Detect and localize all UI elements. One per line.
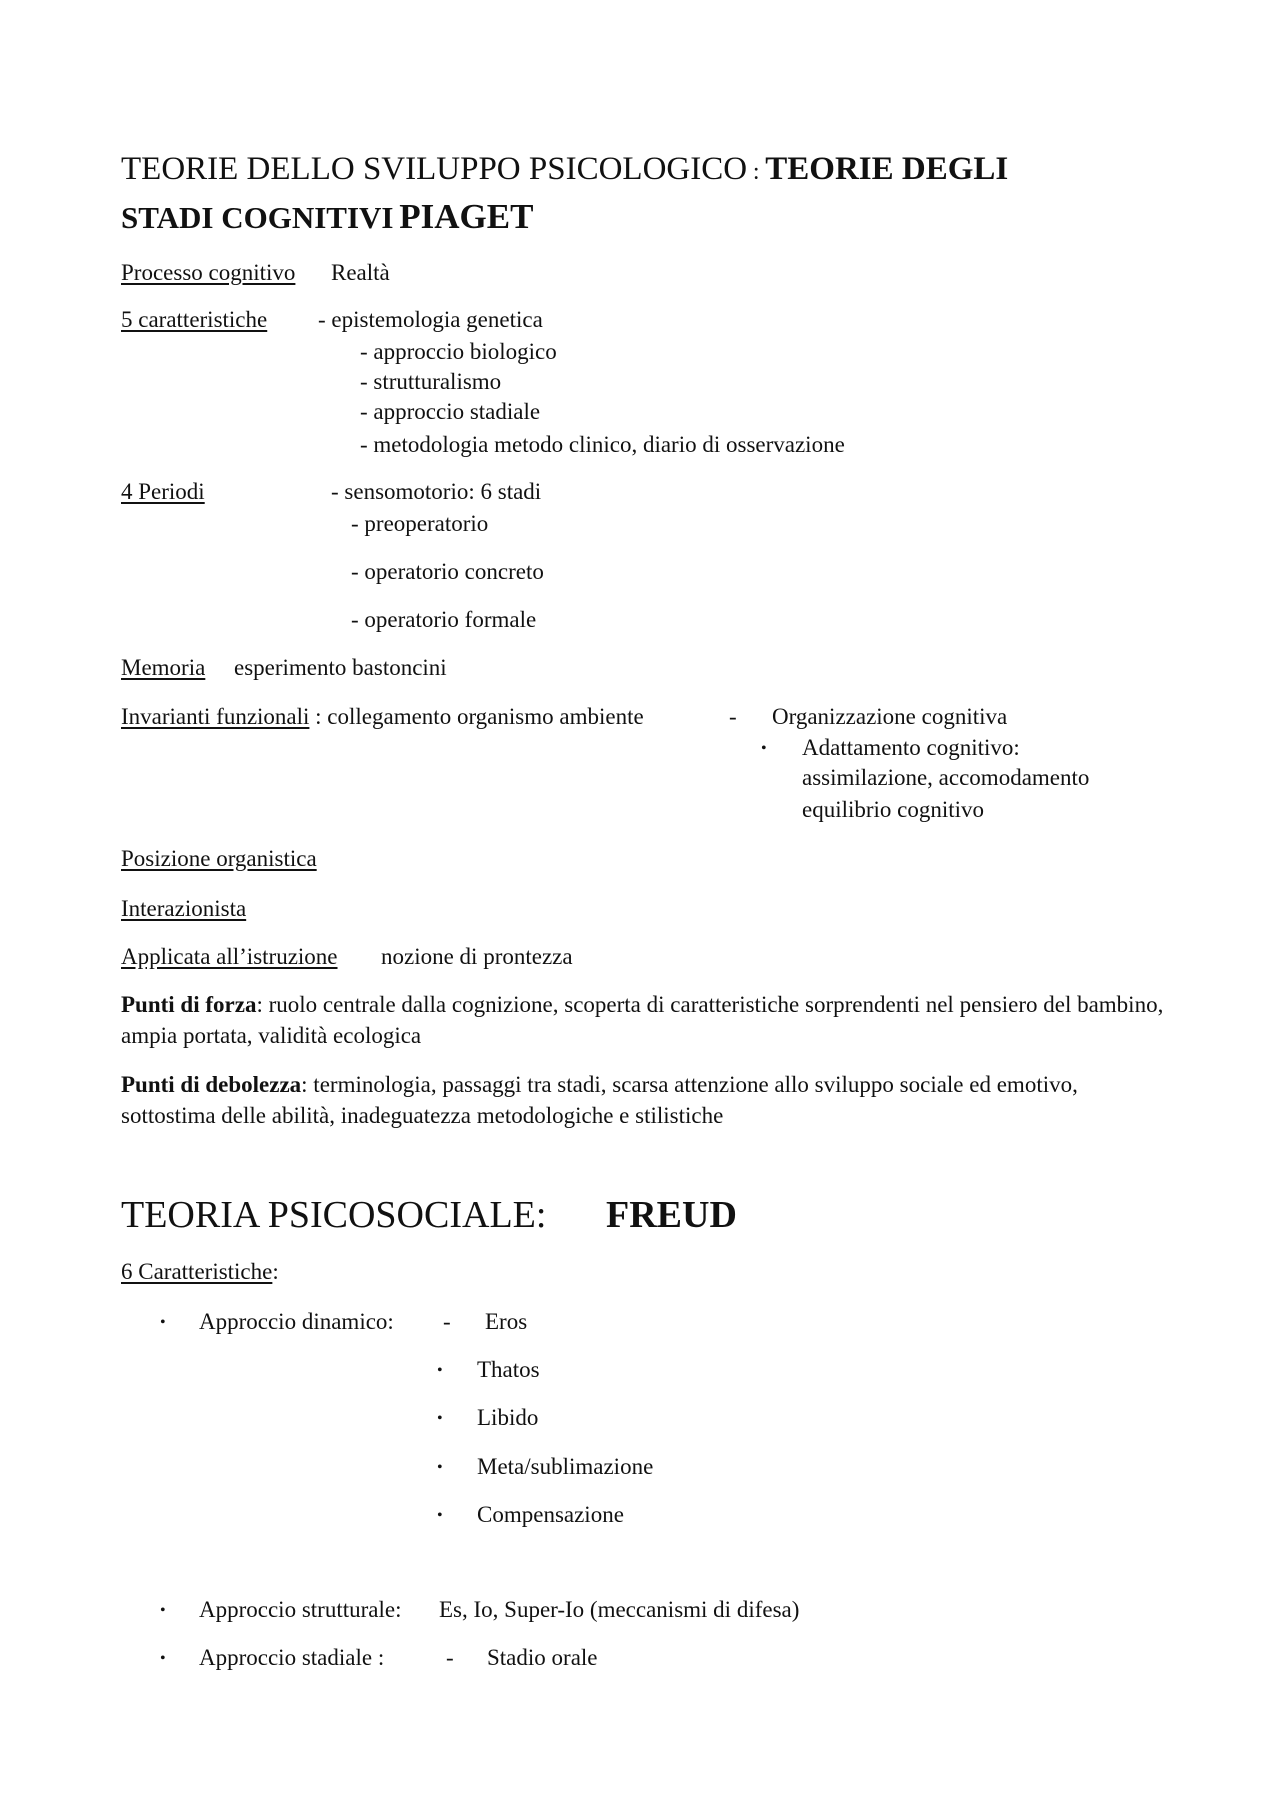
punti-debolezza-text: : terminologia, passaggi tra stadi, scarsa attenzione allo sviluppo sociale ed emotivo, sottostima delle abilità, inadeguatezza metodologiche e stilistiche [121,1072,1078,1128]
section1-title-line1 [121,150,1008,190]
processo-label: Processo cognitivo [121,260,296,285]
dinamico-label: Approccio dinamico: [199,1309,394,1334]
invarianti-dash: - [729,704,737,729]
freud-caratteristiche-colon: : [272,1259,279,1284]
dinamico-item: Compensazione [477,1502,624,1527]
punti-forza [121,989,1171,1051]
invarianti-label: Invarianti funzionali [121,704,310,729]
posizione-label: Posizione organistica [121,846,317,871]
caratteristica-item: - epistemologia genetica [318,307,543,332]
bullet-icon: • [160,1314,166,1331]
stadiale-dash: - [446,1645,454,1670]
periodi-label: 4 Periodi [121,479,205,504]
section1-title-colon: : [752,159,760,185]
bullet-icon: • [160,1602,166,1619]
caratteristica-item: - approccio stadiale [360,399,541,424]
punti-debolezza [121,1069,1171,1131]
caratteristiche-label: 5 caratteristiche [121,307,268,332]
invarianti-item-adattamento: equilibrio cognitivo [802,797,985,822]
dinamico-item: Eros [485,1309,528,1334]
section1-title-bold-2: STADI COGNITIVI [121,200,394,235]
memoria-label: Memoria [121,655,206,680]
strutturale-label: Approccio strutturale: [199,1597,402,1622]
bullet-icon: • [437,1410,443,1427]
dinamico-item: Libido [477,1405,539,1430]
periodo-item: - sensomotorio: 6 stadi [331,479,542,504]
invarianti-item-adattamento: Adattamento cognitivo: [802,735,1020,760]
section2-title-normal: TEORIA PSICOSOCIALE: [121,1194,547,1236]
section1-title-bold-3: PIAGET [399,197,534,236]
caratteristica-item: - strutturalismo [360,369,502,394]
invarianti-line [121,703,644,731]
strutturale-value: Es, Io, Super-Io (meccanismi di difesa) [439,1597,800,1622]
invarianti-item-adattamento: assimilazione, accomodamento [802,765,1090,790]
dinamico-item: Meta/sublimazione [477,1454,654,1479]
periodo-item: - operatorio concreto [351,559,544,584]
applicata-label: Applicata all’istruzione [121,944,338,969]
section2-title-bold: FREUD [606,1194,737,1236]
punti-forza-text: : ruolo centrale dalla cognizione, scoperta di caratteristiche sorprendenti nel pensiero del bambino, ampia portata, validità ecologica [121,992,1164,1048]
memoria-value: esperimento bastoncini [234,655,447,680]
section1-title-normal: TEORIE DELLO SVILUPPO PSICOLOGICO [121,151,748,187]
punti-forza-label: Punti di forza [121,992,257,1017]
stadiale-value: Stadio orale [487,1645,598,1670]
applicata-value: nozione di prontezza [381,944,573,969]
punti-debolezza-label: Punti di debolezza [121,1072,302,1097]
freud-caratteristiche-label: 6 Caratteristiche [121,1259,273,1284]
bullet-icon: • [437,1362,443,1379]
section1-title-bold-1: TEORIE DEGLI [765,151,1009,187]
invarianti-item-organizzazione: Organizzazione cognitiva [772,704,1008,729]
caratteristica-item: - approccio biologico [360,339,557,364]
bullet-icon: • [437,1507,443,1524]
periodo-item: - preoperatorio [351,511,489,536]
periodo-item: - operatorio formale [351,607,537,632]
stadiale-label: Approccio stadiale : [199,1645,385,1670]
section1-title-line2 [121,196,533,238]
dinamico-item: Thatos [477,1357,540,1382]
freud-caratteristiche-line [121,1258,279,1286]
invarianti-text: : collegamento organismo ambiente [315,704,644,729]
bullet-icon: • [761,740,767,757]
bullet-icon: • [160,1650,166,1667]
caratteristica-item: - metodologia metodo clinico, diario di osservazione [360,432,845,457]
processo-value: Realtà [331,260,390,285]
dinamico-dash: - [443,1309,451,1334]
interazionista-label: Interazionista [121,896,247,921]
bullet-icon: • [437,1459,443,1476]
